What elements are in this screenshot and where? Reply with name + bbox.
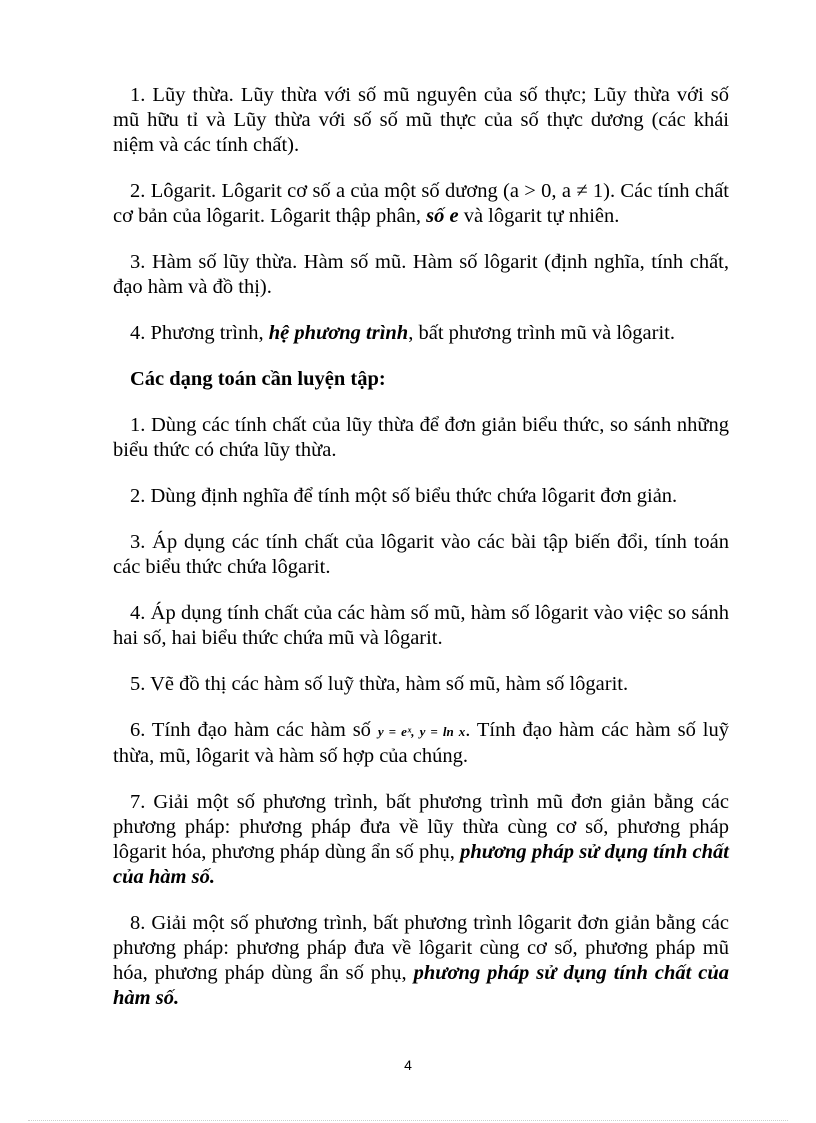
paragraph-exercise-4 bbox=[113, 601, 729, 651]
paragraph-text: 1. Lũy thừa. Lũy thừa với số mũ nguyên của số thực; Lũy thừa với số mũ hữu tỉ và Lũy thừa với số số mũ thực của số thực dương (các khái niệm và các tính chất). bbox=[113, 84, 729, 156]
emphasis-text: số e bbox=[426, 205, 459, 227]
emphasis-text: phương pháp sử dụng tính chất của hàm số. bbox=[113, 841, 730, 888]
emphasis-text: hệ phương trình bbox=[268, 322, 409, 344]
paragraph-exercise-3 bbox=[113, 530, 729, 580]
paragraph-exercise-6 bbox=[113, 718, 729, 769]
paragraph-text: 1. Dùng các tính chất của lũy thừa để đơn giản biểu thức, so sánh những biểu thức có chứa lũy thừa. bbox=[113, 414, 729, 461]
paragraph-text: 6. Tính đạo hàm các hàm số bbox=[130, 719, 378, 741]
paragraph-text: 2. Dùng định nghĩa để tính một số biểu thức chứa lôgarit đơn giản. bbox=[130, 485, 678, 507]
section-heading bbox=[113, 367, 729, 392]
paragraph-text: 3. Áp dụng các tính chất của lôgarit vào các bài tập biến đổi, tính toán các biểu thức chứa lôgarit. bbox=[113, 531, 729, 578]
page-number: 4 bbox=[404, 1057, 412, 1073]
paragraph-topic-2 bbox=[113, 179, 729, 229]
paragraph-topic-3 bbox=[113, 250, 729, 300]
paragraph-text: 2. Lôgarit. Lôgarit cơ số a của một số dương (a > 0, a ≠ 1). Các tính chất cơ bản của lôgarit. Lôgarit thập phân, bbox=[113, 180, 729, 227]
paragraph-topic-1 bbox=[113, 83, 729, 158]
page-bottom-divider bbox=[28, 1120, 788, 1121]
paragraph-text: 5. Vẽ đồ thị các hàm số luỹ thừa, hàm số mũ, hàm số lôgarit. bbox=[130, 673, 629, 695]
paragraph-text: 4. Áp dụng tính chất của các hàm số mũ, hàm số lôgarit vào việc so sánh hai số, hai biểu thức chứa mũ và lôgarit. bbox=[113, 602, 729, 649]
page-content bbox=[113, 83, 729, 1011]
paragraph-text: 8. Giải một số phương trình, bất phương trình lôgarit đơn giản bằng các phương pháp: phương pháp đưa về lôgarit cùng cơ số, phương pháp mũ hóa, phương pháp dùng ẩn số phụ, bbox=[113, 912, 729, 984]
paragraph-exercise-5 bbox=[113, 672, 729, 697]
paragraph-exercise-2 bbox=[113, 484, 729, 509]
paragraph-text: và lôgarit tự nhiên. bbox=[458, 205, 620, 227]
paragraph-text: 4. Phương trình, bbox=[130, 322, 269, 344]
paragraph-exercise-8 bbox=[113, 911, 729, 1011]
paragraph-exercise-1 bbox=[113, 413, 729, 463]
emphasis-text: phương pháp sử dụng tính chất của hàm số. bbox=[113, 962, 730, 1009]
paragraph-text: 7. Giải một số phương trình, bất phương trình mũ đơn giản bằng các phương pháp: phương pháp đưa về lũy thừa cùng cơ số, phương pháp lôgarit hóa, phương pháp dùng ẩn số phụ, bbox=[113, 791, 729, 863]
paragraph-text: 3. Hàm số lũy thừa. Hàm số mũ. Hàm số lôgarit (định nghĩa, tính chất, đạo hàm và đồ thị). bbox=[113, 251, 729, 298]
math-formula: y = eˣ, y = ln x bbox=[377, 724, 466, 739]
paragraph-text: . Tính đạo hàm các hàm số luỹ thừa, mũ, lôgarit và hàm số hợp của chúng. bbox=[113, 719, 729, 767]
paragraph-text: , bất phương trình mũ và lôgarit. bbox=[408, 322, 675, 344]
heading-text: Các dạng toán cần luyện tập: bbox=[130, 368, 386, 390]
paragraph-exercise-7 bbox=[113, 790, 729, 890]
paragraph-topic-4 bbox=[113, 321, 729, 346]
